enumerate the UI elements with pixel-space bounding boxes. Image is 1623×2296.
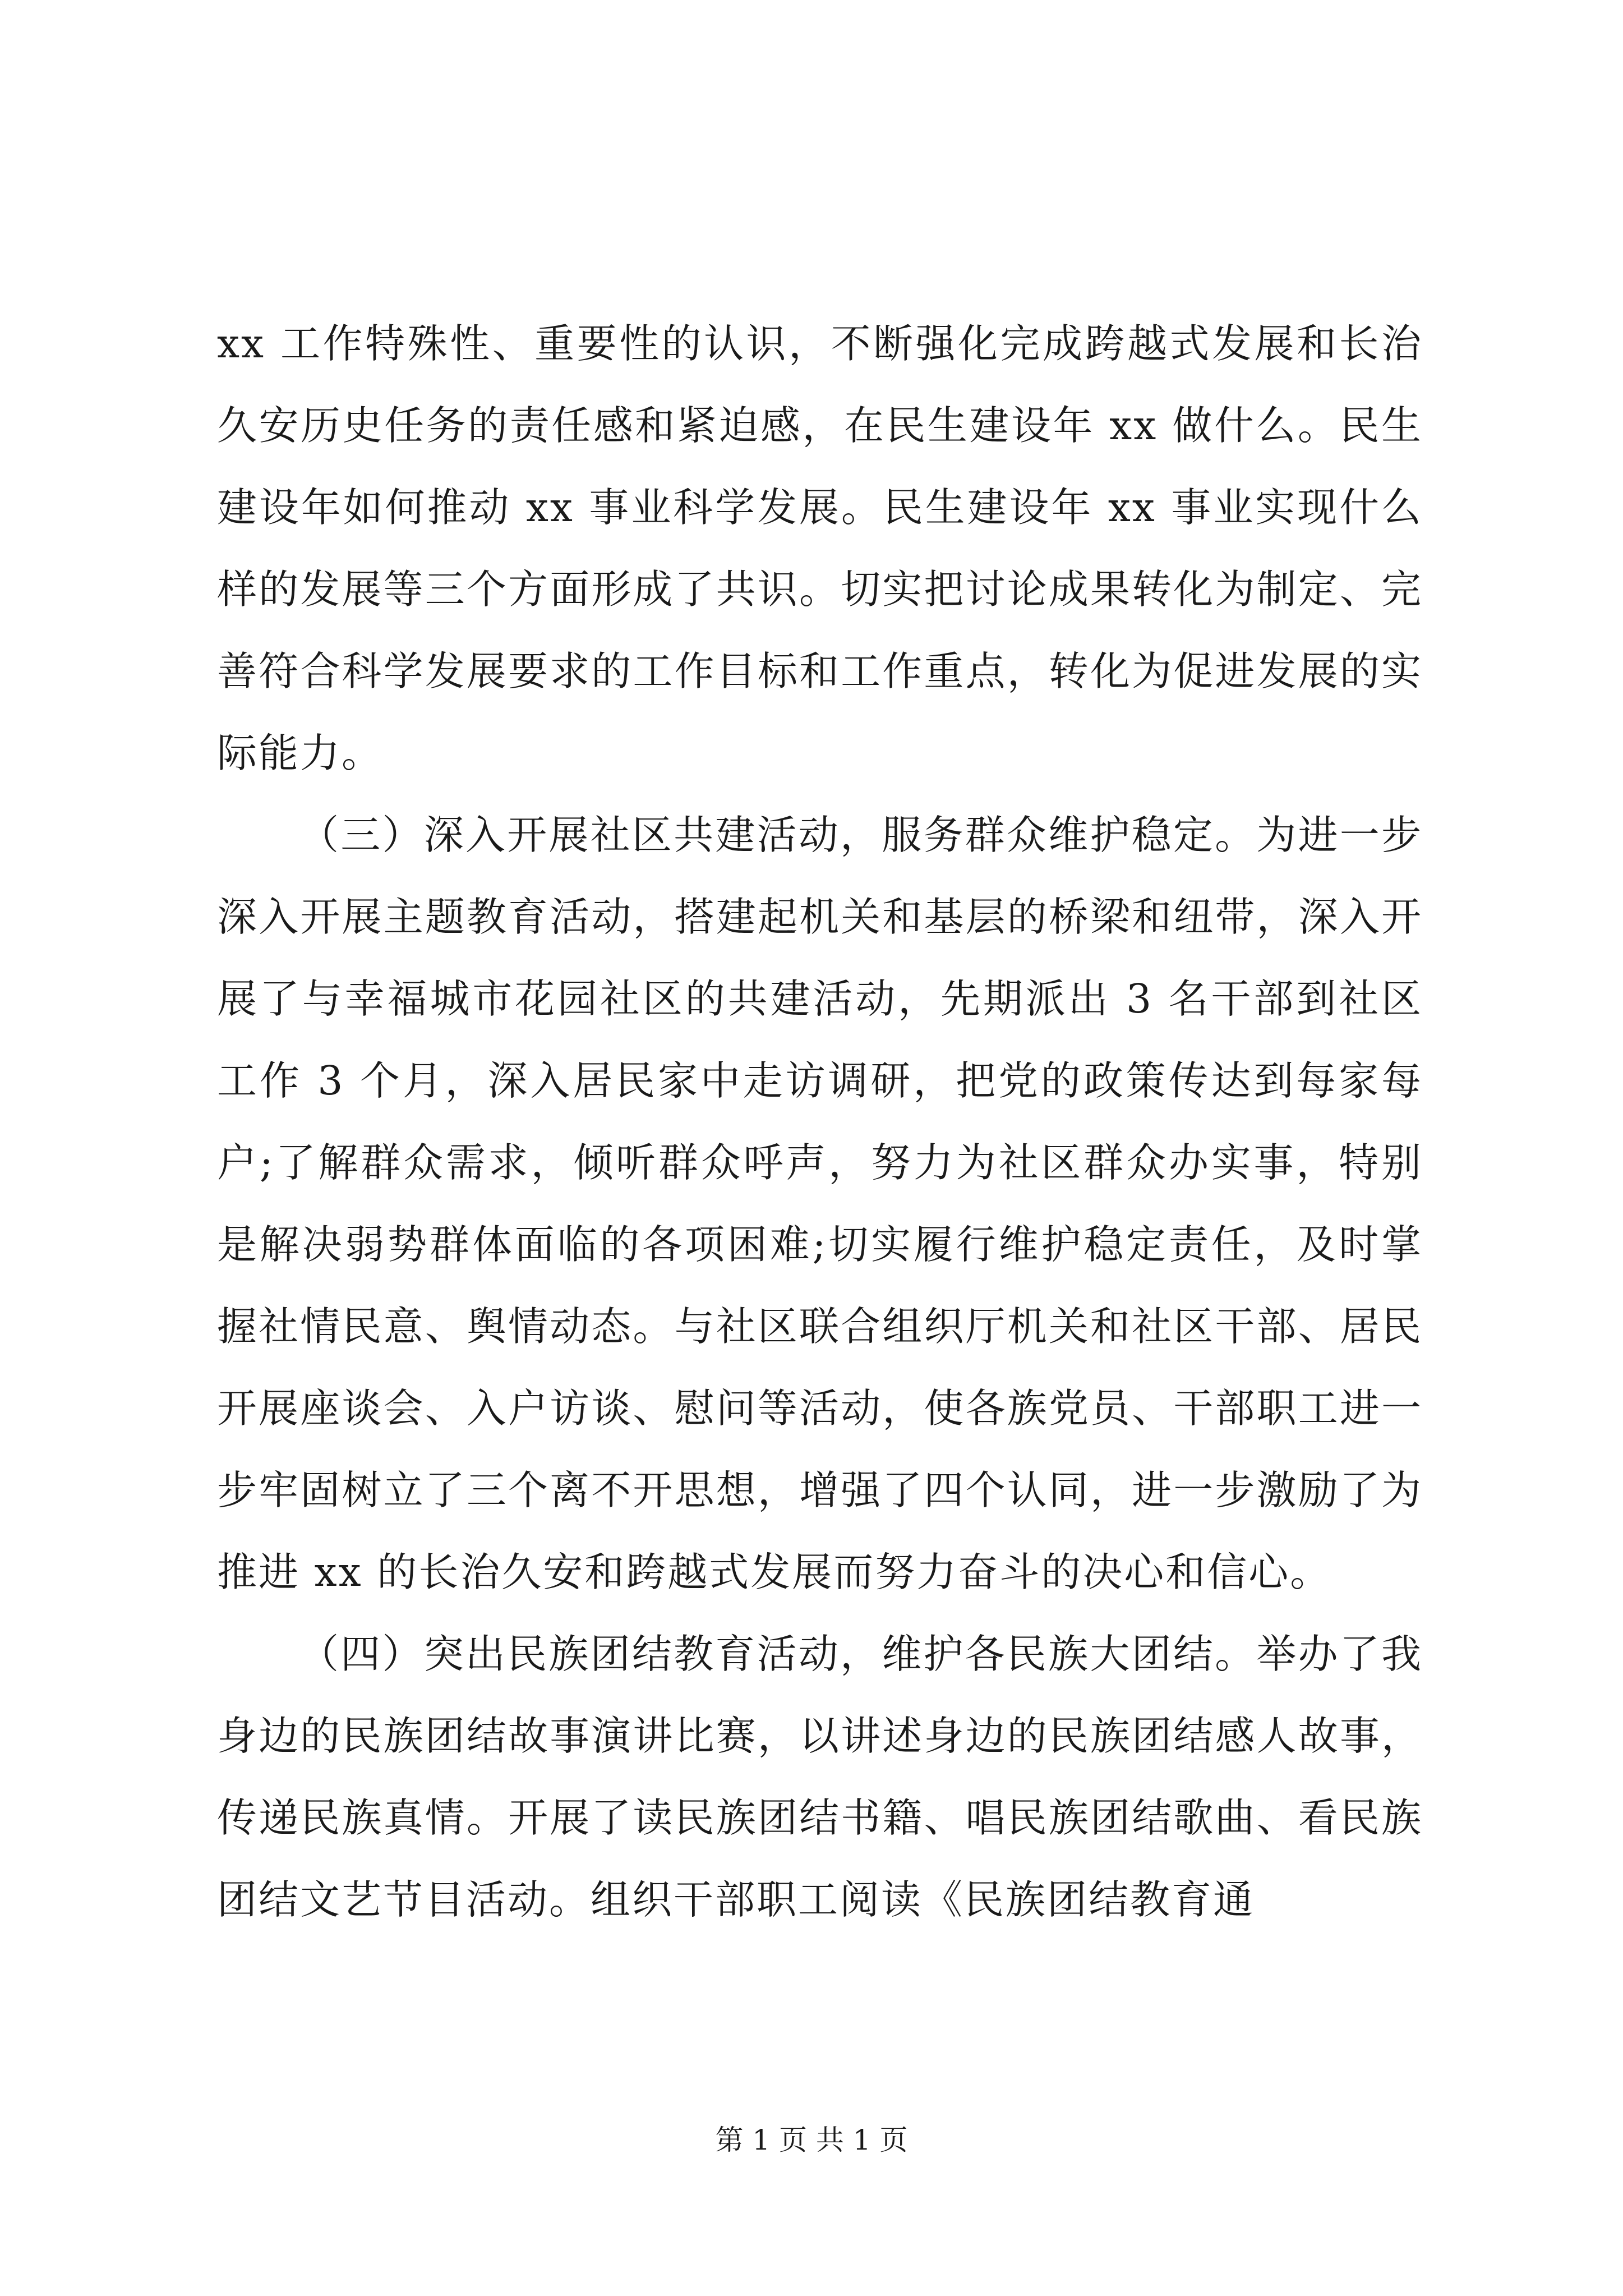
page-footer: 第 1 页 共 1 页: [715, 2124, 908, 2156]
paragraph-ethnic-unity: （四）突出民族团结教育活动，维护各民族大团结。举办了我身边的民族团结故事演讲比赛，以讲述身边的民族团结感人故事，传递民族真情。开展了读民族团结书籍、唱民族团结歌曲、看民族团结文艺节目活动。组织干部职工阅读《民族团结教育通: [217, 1631, 1423, 1923]
document-body: [217, 303, 1423, 1941]
paragraph-continuation: xx 工作特殊性、重要性的认识，不断强化完成跨越式发展和长治久安历史任务的责任感和紧迫感，在民生建设年 xx 做什么。民生建设年如何推动 xx 事业科学发展。民生建设年 xx 事业实现什么样的发展等三个方面形成了共识。切实把讨论成果转化为制定、完善符合科学发展要求的工作目标和工作重点，转化为促进发展的实际能力。: [217, 320, 1423, 776]
paragraph-community-building: （三）深入开展社区共建活动，服务群众维护稳定。为进一步深入开展主题教育活动，搭建起机关和基层的桥梁和纽带，深入开展了与幸福城市花园社区的共建活动，先期派出 3 名干部到社区工作 3 个月，深入居民家中走访调研，把党的政策传达到每家每户;了解群众需求，倾听群众呼声，努力为社区群众办实事，特别是解决弱势群体面临的各项困难;切实履行维护稳定责任，及时掌握社情民意、舆情动态。与社区联合组织厅机关和社区干部、居民开展座谈会、入户访谈、慰问等活动，使各族党员、干部职工进一步牢固树立了三个离不开思想，增强了四个认同，进一步激励了为推进 xx 的长治久安和跨越式发展而努力奋斗的决心和信心。: [217, 812, 1423, 1595]
